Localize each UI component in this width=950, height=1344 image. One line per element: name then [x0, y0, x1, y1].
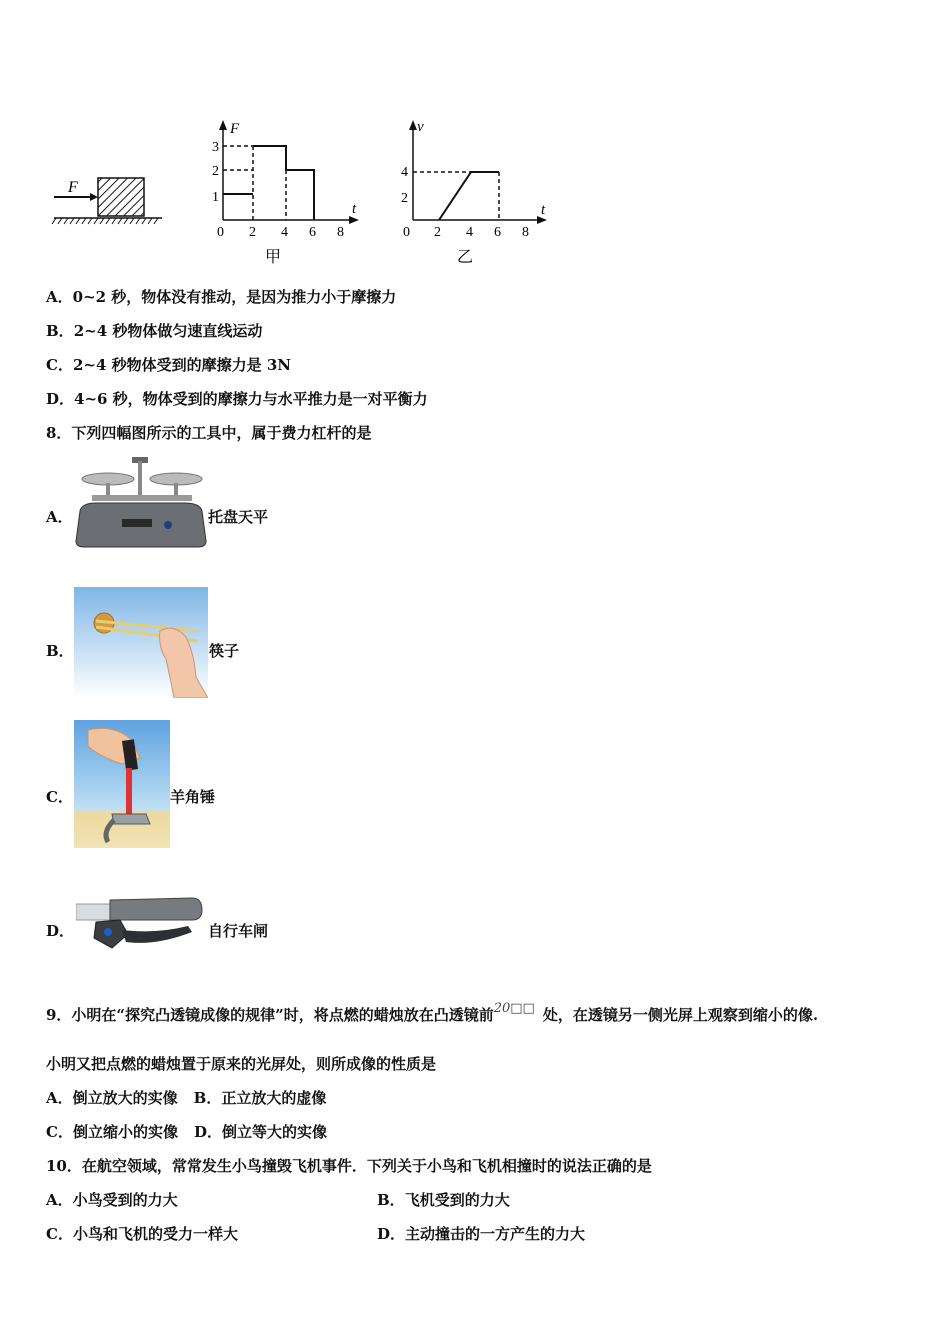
- q9-option-b[interactable]: [194, 1089, 327, 1107]
- bicycle-brake-image: [76, 894, 208, 960]
- x-tick-0: 0: [403, 225, 410, 240]
- q9-stem-part1: 9．小明在“探究凸透镜成像的规律”时，将点燃的蜡烛放在凸透镜前: [46, 1006, 494, 1024]
- q9-option-d[interactable]: [194, 1123, 327, 1141]
- x-tick-0: 0: [217, 225, 224, 240]
- q9-stem-part2: 处，在透镜另一侧光屏上观察到缩小的像.: [542, 1006, 819, 1024]
- option-letter: B．: [377, 1191, 405, 1209]
- q8-option-c-label: 羊角锤: [170, 788, 216, 806]
- option-letter: C．: [46, 1123, 73, 1141]
- force-label: F: [68, 179, 78, 196]
- graph-jia: [205, 118, 365, 268]
- q10-option-c[interactable]: [46, 1223, 238, 1244]
- option-letter: A．: [46, 288, 73, 306]
- balance-scale-image: [72, 455, 208, 551]
- q10-option-d[interactable]: [377, 1223, 585, 1244]
- chopsticks-image: [74, 587, 208, 698]
- option-letter: A．: [46, 1191, 73, 1209]
- claw-hammer-image: [74, 720, 170, 848]
- q9-options-row2: [46, 1121, 327, 1142]
- option-letter: D．: [193, 1123, 222, 1141]
- q8-option-a-letter[interactable]: A．: [46, 508, 73, 526]
- block-force-figure: [50, 170, 170, 230]
- q8-option-d-label: 自行车闸: [208, 922, 269, 940]
- option-text: 0~2 秒，物体没有推动，是因为推力小于摩擦力: [72, 288, 397, 306]
- block: [98, 178, 144, 216]
- option-text: 倒立等大的实像: [221, 1123, 327, 1141]
- graph-caption: 乙: [457, 249, 474, 266]
- x-tick-2: 2: [434, 225, 441, 240]
- x-tick-6: 6: [494, 225, 501, 240]
- q10-option-a[interactable]: [46, 1189, 178, 1210]
- q7-option-a[interactable]: [46, 286, 396, 307]
- q8-option-a-label: 托盘天平: [208, 508, 269, 526]
- option-text: 小鸟受到的力大: [72, 1191, 178, 1209]
- option-text: 2~4 秒物体做匀速直线运动: [73, 322, 263, 340]
- q8-option-b-label: 筷子: [209, 642, 240, 660]
- y-tick-3: 3: [212, 140, 219, 155]
- x-tick-4: 4: [281, 225, 288, 240]
- q10-option-b[interactable]: [377, 1189, 510, 1210]
- q9-option-a[interactable]: [46, 1089, 178, 1107]
- option-text: 飞机受到的力大: [404, 1191, 510, 1209]
- option-text: 倒立缩小的实像: [72, 1123, 178, 1141]
- option-letter: D．: [46, 390, 75, 408]
- option-letter: B．: [46, 322, 74, 340]
- x-tick-2: 2: [249, 225, 256, 240]
- x-tick-8: 8: [522, 225, 529, 240]
- y-tick-1: 1: [212, 190, 219, 205]
- q7-option-d[interactable]: [46, 388, 428, 409]
- option-letter: A．: [46, 1089, 73, 1107]
- y-tick-2: 2: [212, 164, 219, 179]
- option-text: 主动撞击的一方产生的力大: [405, 1225, 586, 1243]
- q8-option-b-letter[interactable]: B．: [46, 642, 74, 660]
- x-tick-6: 6: [309, 225, 316, 240]
- q9-stem-line2: 小明又把点燃的蜡烛置于原来的光屏处，则所成像的性质是: [46, 1055, 437, 1073]
- option-letter: C．: [46, 356, 73, 374]
- q9-stem-line1: [46, 1001, 819, 1025]
- option-letter: D．: [377, 1225, 406, 1243]
- force-curve: [223, 146, 314, 220]
- q8-option-c-letter[interactable]: C．: [46, 788, 73, 806]
- graph-caption: 甲: [265, 249, 282, 266]
- q7-option-c[interactable]: [46, 354, 291, 375]
- option-text: 倒立放大的实像: [72, 1089, 178, 1107]
- x-tick-4: 4: [466, 225, 473, 240]
- q7-option-b[interactable]: [46, 320, 262, 341]
- option-text: 小鸟和飞机的受力一样大: [72, 1225, 238, 1243]
- y-tick-4: 4: [401, 165, 408, 180]
- y-tick-2: 2: [401, 191, 408, 206]
- option-letter: B．: [193, 1089, 222, 1107]
- velocity-curve: [439, 172, 499, 220]
- x-axis-label: t: [352, 201, 357, 217]
- option-text: 正立放大的虚像: [221, 1089, 327, 1107]
- q9-options-row1: [46, 1087, 326, 1108]
- q9-inline-value: 20□□: [493, 1001, 535, 1016]
- option-text: 2~4 秒物体受到的摩擦力是 3N: [72, 356, 291, 374]
- guide-lines: [223, 146, 314, 220]
- y-axis-label: F: [230, 121, 240, 137]
- q8-option-d-letter[interactable]: D．: [46, 922, 75, 940]
- q8-stem: 8．下列四幅图所示的工具中，属于费力杠杆的是: [46, 424, 372, 442]
- q9-option-c[interactable]: [46, 1123, 178, 1141]
- option-text: 4~6 秒，物体受到的摩擦力与水平推力是一对平衡力: [74, 390, 428, 408]
- x-tick-8: 8: [337, 225, 344, 240]
- option-letter: C．: [46, 1225, 73, 1243]
- y-axis-label: v: [417, 119, 424, 135]
- graph-yi: [395, 118, 555, 268]
- q10-stem: 10．在航空领域，常常发生小鸟撞毁飞机事件．下列关于小鸟和飞机相撞时的说法正确的是: [46, 1157, 652, 1175]
- x-axis-label: t: [541, 202, 546, 218]
- ground-hatching: [52, 218, 158, 224]
